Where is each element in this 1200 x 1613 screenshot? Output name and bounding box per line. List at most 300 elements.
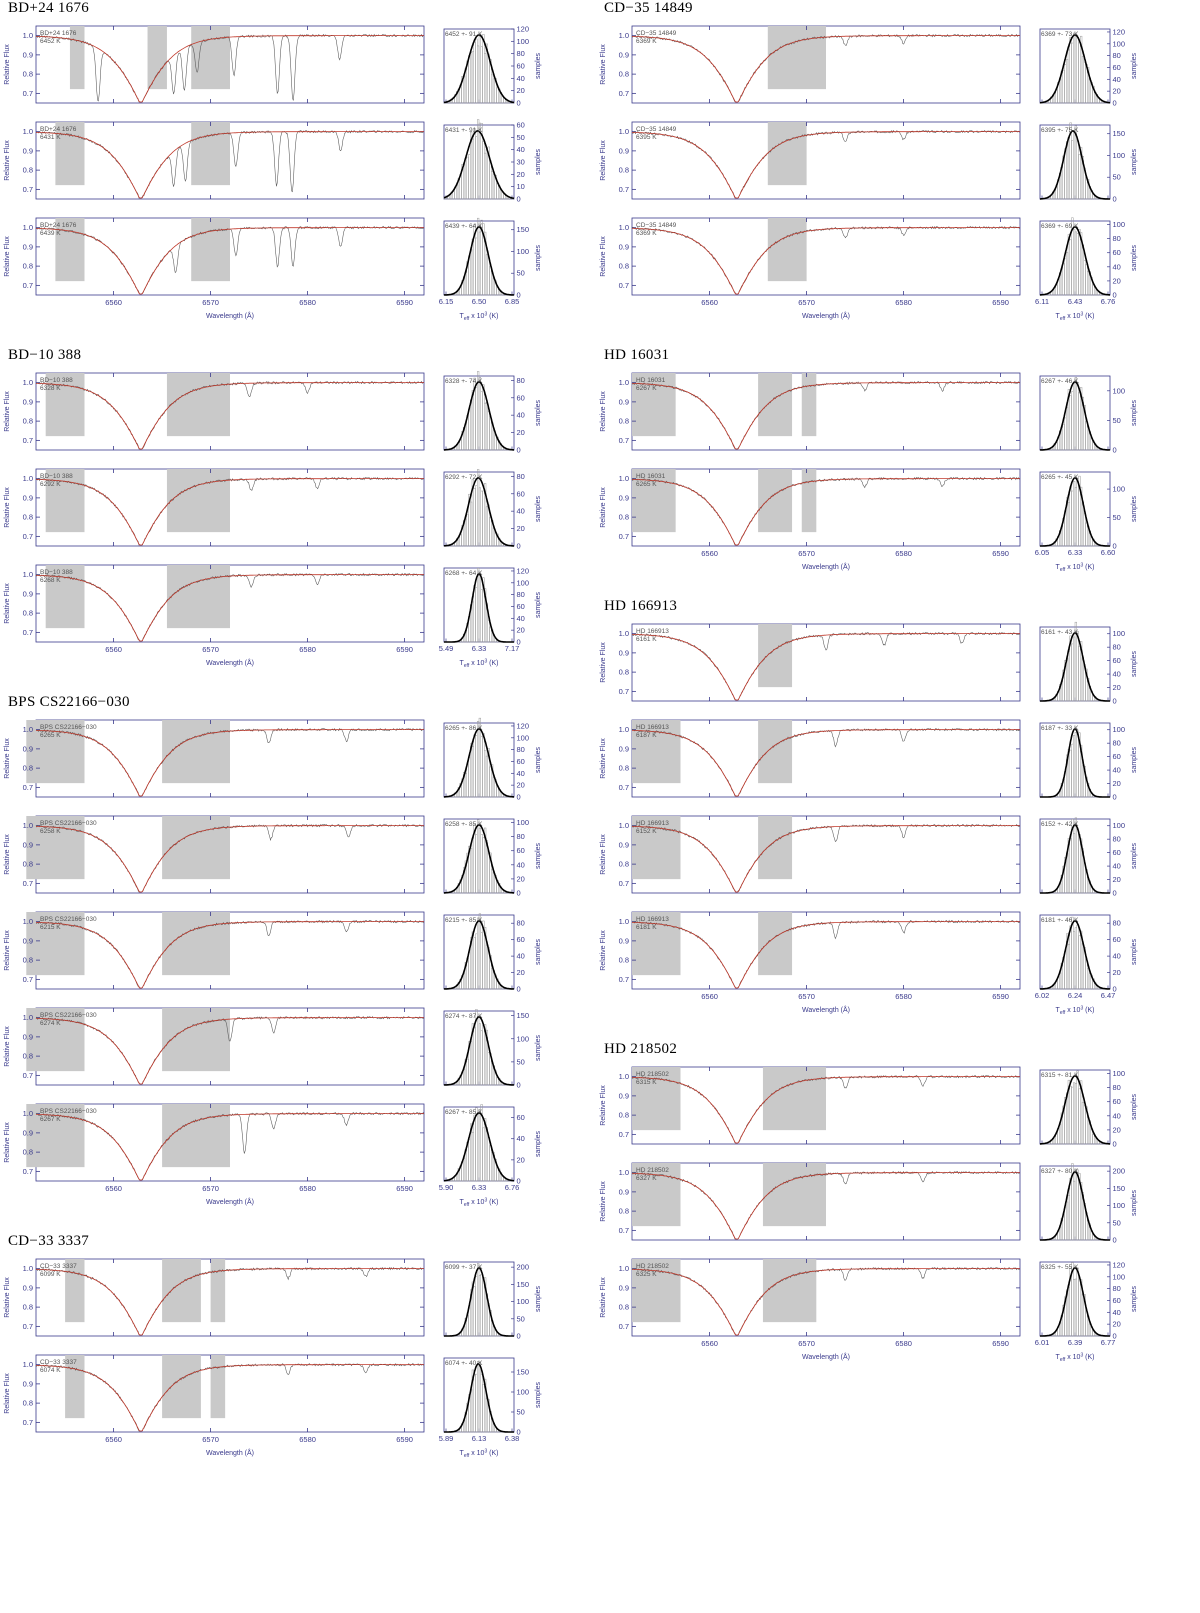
svg-text:0: 0	[1112, 1235, 1117, 1245]
svg-text:0.7: 0.7	[22, 1166, 33, 1176]
svg-text:0.8: 0.8	[22, 165, 33, 175]
svg-text:20: 20	[1112, 683, 1121, 693]
svg-text:HD 16031: HD 16031	[636, 377, 666, 384]
svg-text:0: 0	[1112, 98, 1117, 108]
svg-text:6325 K: 6325 K	[636, 1271, 657, 1278]
svg-text:samples: samples	[1131, 746, 1138, 774]
svg-text:150: 150	[1112, 1183, 1126, 1193]
spectrum-panel	[0, 464, 430, 560]
spectrum-plot	[596, 1158, 1026, 1254]
svg-text:50: 50	[1112, 513, 1121, 523]
svg-text:120: 120	[516, 24, 530, 34]
star-block	[0, 0, 596, 321]
svg-text:Relative Flux: Relative Flux	[600, 487, 607, 528]
spectrum-panel	[596, 1062, 1026, 1158]
svg-text:6.33: 6.33	[471, 1183, 487, 1192]
svg-text:40: 40	[516, 768, 525, 778]
svg-text:0.7: 0.7	[22, 627, 33, 637]
spectrum-panel	[0, 907, 430, 1003]
block-spacer	[596, 1023, 1200, 1041]
spectrum-panel	[0, 117, 430, 213]
svg-text:Relative Flux: Relative Flux	[600, 642, 607, 683]
svg-text:6395 +- 75 K: 6395 +- 75 K	[1041, 127, 1079, 134]
svg-text:HD 166913: HD 166913	[636, 916, 669, 923]
svg-text:150: 150	[516, 1279, 530, 1289]
svg-text:0.7: 0.7	[618, 435, 629, 445]
teff-histogram	[1032, 368, 1140, 464]
svg-text:Wavelength (Å): Wavelength (Å)	[206, 1450, 254, 1457]
svg-text:120: 120	[1112, 1260, 1126, 1270]
svg-text:40: 40	[516, 506, 525, 516]
svg-text:0: 0	[516, 290, 521, 300]
svg-text:100: 100	[1112, 821, 1126, 831]
spectrum-panel	[596, 715, 1026, 811]
svg-text:6590: 6590	[396, 1184, 413, 1193]
svg-text:0.7: 0.7	[618, 878, 629, 888]
svg-text:40: 40	[1112, 861, 1121, 871]
teff-histogram	[436, 117, 544, 213]
star-title: HD 218502	[604, 1041, 678, 1057]
svg-text:0.8: 0.8	[22, 859, 33, 869]
spectrum-panel	[596, 1158, 1026, 1254]
svg-text:0.8: 0.8	[22, 608, 33, 618]
svg-text:1.0: 1.0	[618, 917, 629, 927]
svg-text:Relative Flux: Relative Flux	[600, 930, 607, 971]
fit-panel-row	[596, 1062, 1200, 1158]
svg-text:1.0: 1.0	[618, 1072, 629, 1082]
svg-text:0: 0	[516, 984, 521, 994]
svg-text:6.24: 6.24	[1067, 991, 1083, 1000]
svg-text:80: 80	[516, 375, 525, 385]
svg-text:20: 20	[516, 86, 525, 96]
svg-text:1.0: 1.0	[22, 1264, 33, 1274]
svg-text:6.39: 6.39	[1067, 1338, 1083, 1347]
spectrum-panel	[0, 21, 430, 117]
star-block	[596, 598, 1200, 1015]
svg-text:6560: 6560	[105, 1435, 122, 1444]
svg-text:samples: samples	[535, 1034, 542, 1062]
svg-text:80: 80	[516, 590, 525, 600]
block-spacer	[596, 1370, 1200, 1388]
svg-text:120: 120	[1112, 27, 1126, 37]
spectrum-panel	[596, 21, 1026, 117]
svg-text:40: 40	[1112, 74, 1121, 84]
spectrum-plot	[596, 1254, 1026, 1362]
svg-text:BD+24 1676: BD+24 1676	[40, 30, 77, 37]
spectrum-plot	[0, 1003, 430, 1099]
svg-text:1.0: 1.0	[618, 1168, 629, 1178]
svg-text:Relative Flux: Relative Flux	[600, 44, 607, 85]
svg-text:0.7: 0.7	[618, 686, 629, 696]
left-column	[0, 0, 596, 1484]
svg-text:BPS CS22166−030: BPS CS22166−030	[40, 1012, 97, 1019]
svg-text:6439 +- 64 K: 6439 +- 64 K	[445, 223, 483, 230]
svg-text:samples: samples	[535, 52, 542, 80]
fit-panel-row	[0, 1350, 596, 1458]
svg-text:Relative Flux: Relative Flux	[4, 44, 11, 85]
svg-text:6258 K: 6258 K	[40, 828, 61, 835]
svg-text:0: 0	[1112, 984, 1117, 994]
svg-text:60: 60	[516, 61, 525, 71]
svg-text:1.0: 1.0	[22, 917, 33, 927]
spectrum-plot	[596, 368, 1026, 464]
svg-text:0.9: 0.9	[618, 840, 629, 850]
svg-text:0.7: 0.7	[22, 184, 33, 194]
svg-text:Relative Flux: Relative Flux	[4, 487, 11, 528]
teff-histogram	[436, 1003, 544, 1099]
svg-text:6327 K: 6327 K	[636, 1175, 657, 1182]
svg-text:CD−33 3337: CD−33 3337	[40, 1359, 77, 1366]
svg-text:100: 100	[1112, 629, 1126, 639]
spectrum-plot	[596, 117, 1026, 213]
svg-text:0.9: 0.9	[22, 493, 33, 503]
teff-histogram	[1032, 21, 1140, 117]
svg-text:60: 60	[1112, 62, 1121, 72]
svg-text:0.8: 0.8	[618, 1206, 629, 1216]
fit-panel-row	[0, 560, 596, 668]
svg-text:samples: samples	[535, 495, 542, 523]
spectrum-plot	[0, 464, 430, 560]
star-block	[596, 0, 1200, 321]
histogram-panel	[436, 21, 544, 117]
svg-text:0.9: 0.9	[22, 1128, 33, 1138]
svg-text:0.8: 0.8	[618, 667, 629, 677]
histogram-panel	[1032, 715, 1140, 811]
svg-text:6267 +- 46 K: 6267 +- 46 K	[1041, 378, 1079, 385]
star-block	[0, 694, 596, 1207]
spectrum-plot	[596, 811, 1026, 907]
svg-text:samples: samples	[1131, 244, 1138, 272]
spectrum-plot	[0, 1350, 430, 1458]
svg-text:0.8: 0.8	[22, 261, 33, 271]
svg-text:samples: samples	[535, 1381, 542, 1409]
svg-text:40: 40	[1112, 765, 1121, 775]
teff-histogram	[436, 1254, 544, 1350]
svg-text:200: 200	[1112, 1166, 1126, 1176]
svg-text:0: 0	[1112, 888, 1117, 898]
fit-panel-row	[0, 21, 596, 117]
svg-text:80: 80	[1112, 51, 1121, 61]
fit-panel-row	[0, 1003, 596, 1099]
fit-panel-row	[596, 1158, 1200, 1254]
svg-text:0: 0	[516, 98, 521, 108]
svg-text:150: 150	[516, 225, 530, 235]
svg-text:6.15: 6.15	[438, 297, 454, 306]
star-block	[596, 347, 1200, 572]
spectrum-panel	[0, 1254, 430, 1350]
svg-text:6580: 6580	[299, 298, 316, 307]
fit-panel-row	[0, 213, 596, 321]
histogram-panel	[436, 117, 544, 213]
svg-text:1.0: 1.0	[22, 1013, 33, 1023]
svg-text:0: 0	[1112, 1331, 1117, 1341]
spectrum-panel	[0, 811, 430, 907]
svg-text:60: 60	[1112, 935, 1121, 945]
svg-text:0.8: 0.8	[618, 859, 629, 869]
svg-text:0.7: 0.7	[618, 184, 629, 194]
svg-text:10: 10	[516, 182, 525, 192]
svg-text:samples: samples	[1131, 495, 1138, 523]
svg-text:6.77: 6.77	[1100, 1338, 1116, 1347]
svg-text:Relative Flux: Relative Flux	[4, 236, 11, 277]
svg-text:6099 K: 6099 K	[40, 1271, 61, 1278]
svg-text:6.38: 6.38	[504, 1434, 520, 1443]
svg-text:40: 40	[516, 73, 525, 83]
histogram-panel	[1032, 117, 1140, 213]
svg-text:0.8: 0.8	[22, 1398, 33, 1408]
svg-text:0.9: 0.9	[618, 1283, 629, 1293]
svg-text:80: 80	[1112, 1284, 1121, 1294]
svg-text:6369 K: 6369 K	[636, 38, 657, 45]
svg-text:1.0: 1.0	[618, 629, 629, 639]
svg-text:6580: 6580	[299, 645, 316, 654]
svg-text:6560: 6560	[701, 992, 718, 1001]
svg-text:1.0: 1.0	[22, 821, 33, 831]
svg-text:1.0: 1.0	[618, 1264, 629, 1274]
svg-text:40: 40	[516, 410, 525, 420]
svg-text:6074 +- 40 K: 6074 +- 40 K	[445, 1360, 483, 1367]
block-spacer	[0, 1466, 596, 1484]
svg-text:HD 218502: HD 218502	[636, 1071, 669, 1078]
svg-text:1.0: 1.0	[618, 725, 629, 735]
svg-text:0.8: 0.8	[22, 1147, 33, 1157]
svg-text:CD−35 14849: CD−35 14849	[636, 222, 677, 229]
svg-text:6560: 6560	[701, 298, 718, 307]
histogram-panel	[436, 1350, 544, 1458]
svg-text:0: 0	[1112, 541, 1117, 551]
svg-text:CD−33 3337: CD−33 3337	[40, 1263, 77, 1270]
svg-text:20: 20	[516, 524, 525, 534]
svg-text:6.05: 6.05	[1034, 548, 1050, 557]
svg-text:80: 80	[1112, 234, 1121, 244]
spectrum-panel	[596, 368, 1026, 464]
teff-histogram	[1032, 1158, 1140, 1254]
svg-text:Relative Flux: Relative Flux	[4, 930, 11, 971]
histogram-panel	[436, 715, 544, 811]
svg-text:6152 K: 6152 K	[636, 828, 657, 835]
svg-text:samples: samples	[1131, 1093, 1138, 1121]
histogram-panel	[1032, 1062, 1140, 1158]
fit-panel-row	[0, 1254, 596, 1350]
svg-text:60: 60	[1112, 248, 1121, 258]
svg-text:0.9: 0.9	[618, 936, 629, 946]
svg-text:0.9: 0.9	[618, 744, 629, 754]
svg-text:5.49: 5.49	[438, 644, 454, 653]
svg-text:Relative Flux: Relative Flux	[600, 236, 607, 277]
teff-histogram	[436, 811, 544, 907]
fit-panel-row	[596, 715, 1200, 811]
svg-text:Wavelength (Å): Wavelength (Å)	[802, 1354, 850, 1361]
svg-text:HD 166913: HD 166913	[636, 628, 669, 635]
svg-text:6580: 6580	[895, 549, 912, 558]
svg-text:20: 20	[1112, 86, 1121, 96]
svg-text:6152 +- 42 K: 6152 +- 42 K	[1041, 821, 1079, 828]
svg-text:1.0: 1.0	[618, 821, 629, 831]
svg-text:6560: 6560	[105, 645, 122, 654]
svg-text:0.9: 0.9	[22, 1283, 33, 1293]
svg-text:100: 100	[516, 1297, 530, 1307]
teff-histogram	[436, 213, 544, 321]
svg-text:6187 +- 33 K: 6187 +- 33 K	[1041, 725, 1079, 732]
svg-text:0.8: 0.8	[22, 512, 33, 522]
svg-text:0.9: 0.9	[22, 1032, 33, 1042]
star-title: HD 166913	[604, 598, 678, 614]
svg-text:0.8: 0.8	[22, 763, 33, 773]
svg-text:80: 80	[516, 471, 525, 481]
svg-text:0.9: 0.9	[618, 146, 629, 156]
spectrum-plot	[0, 368, 430, 464]
svg-text:6570: 6570	[798, 1339, 815, 1348]
fit-panel-row	[596, 811, 1200, 907]
svg-text:0.8: 0.8	[618, 165, 629, 175]
histogram-panel	[1032, 1158, 1140, 1254]
teff-histogram	[1032, 715, 1140, 811]
svg-text:Relative Flux: Relative Flux	[4, 583, 11, 624]
svg-text:200: 200	[516, 1262, 530, 1272]
svg-text:Teff x 103 (K): $T_{eff}$ x $10^3$ (K)	[1055, 562, 1095, 572]
svg-text:1.0: 1.0	[618, 223, 629, 233]
svg-text:40: 40	[1112, 1307, 1121, 1317]
svg-text:80: 80	[1112, 642, 1121, 652]
spectrum-panel	[0, 1350, 430, 1458]
svg-text:6395 K: 6395 K	[636, 134, 657, 141]
svg-text:80: 80	[516, 918, 525, 928]
spectrum-plot	[596, 619, 1026, 715]
svg-text:6590: 6590	[992, 1339, 1009, 1348]
svg-text:Relative Flux: Relative Flux	[600, 834, 607, 875]
svg-text:0.8: 0.8	[618, 512, 629, 522]
svg-text:Relative Flux: Relative Flux	[4, 834, 11, 875]
svg-text:100: 100	[516, 578, 530, 588]
svg-text:Relative Flux: Relative Flux	[600, 1181, 607, 1222]
svg-text:40: 40	[1112, 262, 1121, 272]
svg-text:6560: 6560	[105, 298, 122, 307]
teff-histogram	[1032, 1062, 1140, 1158]
svg-text:40: 40	[516, 860, 525, 870]
spectrum-panel	[596, 464, 1026, 572]
svg-text:CD−35 14849: CD−35 14849	[636, 126, 677, 133]
svg-text:40: 40	[1112, 1111, 1121, 1121]
svg-text:CD−35 14849: CD−35 14849	[636, 30, 677, 37]
svg-text:samples: samples	[535, 148, 542, 176]
svg-text:40: 40	[516, 1134, 525, 1144]
svg-text:0: 0	[516, 1080, 521, 1090]
svg-text:60: 60	[516, 393, 525, 403]
svg-text:0.7: 0.7	[618, 974, 629, 984]
svg-text:samples: samples	[535, 244, 542, 272]
svg-text:samples: samples	[535, 399, 542, 427]
svg-text:Relative Flux: Relative Flux	[4, 140, 11, 181]
svg-text:Relative Flux: Relative Flux	[600, 738, 607, 779]
svg-text:100: 100	[1112, 39, 1126, 49]
svg-text:6258 +- 85 K: 6258 +- 85 K	[445, 821, 483, 828]
svg-text:Wavelength (Å): Wavelength (Å)	[802, 564, 850, 571]
teff-histogram	[1032, 619, 1140, 715]
svg-text:100: 100	[1112, 1201, 1126, 1211]
svg-text:5.90: 5.90	[438, 1183, 454, 1192]
svg-text:0.7: 0.7	[22, 1070, 33, 1080]
svg-text:samples: samples	[1131, 148, 1138, 176]
fit-panel-row	[596, 21, 1200, 117]
svg-text:6431 +- 91 K: 6431 +- 91 K	[445, 127, 483, 134]
svg-text:6187 K: 6187 K	[636, 732, 657, 739]
svg-text:1.0: 1.0	[22, 223, 33, 233]
svg-text:150: 150	[516, 1011, 530, 1021]
svg-text:20: 20	[1112, 276, 1121, 286]
svg-text:6325 +- 55 K: 6325 +- 55 K	[1041, 1264, 1079, 1271]
svg-text:0.7: 0.7	[618, 531, 629, 541]
svg-text:BPS CS22166−030: BPS CS22166−030	[40, 1108, 97, 1115]
star-title: CD−35 14849	[604, 0, 693, 16]
svg-text:6.02: 6.02	[1034, 991, 1050, 1000]
svg-text:40: 40	[516, 613, 525, 623]
svg-text:0.7: 0.7	[618, 1225, 629, 1235]
fit-panel-row	[596, 1254, 1200, 1362]
svg-text:1.0: 1.0	[618, 31, 629, 41]
svg-text:1.0: 1.0	[618, 127, 629, 137]
svg-text:6369 K: 6369 K	[636, 230, 657, 237]
svg-text:6.47: 6.47	[1100, 991, 1116, 1000]
svg-text:6570: 6570	[798, 549, 815, 558]
svg-text:6.33: 6.33	[471, 644, 487, 653]
svg-text:0: 0	[1112, 290, 1117, 300]
svg-text:6265 +- 45 K: 6265 +- 45 K	[1041, 474, 1079, 481]
svg-text:100: 100	[1112, 1272, 1126, 1282]
svg-text:BPS CS22166−030: BPS CS22166−030	[40, 916, 97, 923]
svg-text:6267 +- 85 K: 6267 +- 85 K	[445, 1109, 483, 1116]
svg-text:20: 20	[1112, 875, 1121, 885]
svg-text:50: 50	[516, 1057, 525, 1067]
svg-text:60: 60	[1112, 1295, 1121, 1305]
svg-text:60: 60	[516, 935, 525, 945]
svg-text:0.7: 0.7	[22, 878, 33, 888]
svg-text:Wavelength (Å): Wavelength (Å)	[206, 660, 254, 667]
svg-text:6265 K: 6265 K	[636, 481, 657, 488]
teff-histogram	[436, 464, 544, 560]
svg-text:BPS CS22166−030: BPS CS22166−030	[40, 820, 97, 827]
svg-text:0.9: 0.9	[618, 493, 629, 503]
svg-text:0.9: 0.9	[22, 936, 33, 946]
svg-text:40: 40	[516, 145, 525, 155]
svg-text:0.8: 0.8	[618, 261, 629, 271]
svg-text:6431 K: 6431 K	[40, 134, 61, 141]
svg-text:0.7: 0.7	[618, 1129, 629, 1139]
star-block	[0, 1233, 596, 1458]
spectrum-plot	[596, 213, 1026, 321]
svg-text:60: 60	[1112, 752, 1121, 762]
svg-text:0.7: 0.7	[22, 88, 33, 98]
svg-text:20: 20	[516, 169, 525, 179]
svg-text:50: 50	[1112, 172, 1121, 182]
svg-text:Teff x 103 (K): $T_{eff}$ x $10^3$ (K)	[459, 1448, 499, 1458]
svg-text:0.8: 0.8	[22, 1051, 33, 1061]
svg-text:0.8: 0.8	[618, 763, 629, 773]
svg-text:6590: 6590	[396, 298, 413, 307]
svg-text:0.8: 0.8	[22, 416, 33, 426]
svg-text:60: 60	[516, 756, 525, 766]
star-title: CD−33 3337	[8, 1233, 90, 1249]
fit-panel-row	[0, 1099, 596, 1207]
svg-text:1.0: 1.0	[618, 474, 629, 484]
svg-text:samples: samples	[1131, 52, 1138, 80]
svg-text:100: 100	[516, 246, 530, 256]
svg-text:120: 120	[516, 721, 530, 731]
spectrum-plot	[0, 1099, 430, 1207]
svg-text:100: 100	[516, 1034, 530, 1044]
star-title: HD 16031	[604, 347, 670, 363]
spectrum-plot	[0, 560, 430, 668]
histogram-panel	[1032, 368, 1140, 464]
